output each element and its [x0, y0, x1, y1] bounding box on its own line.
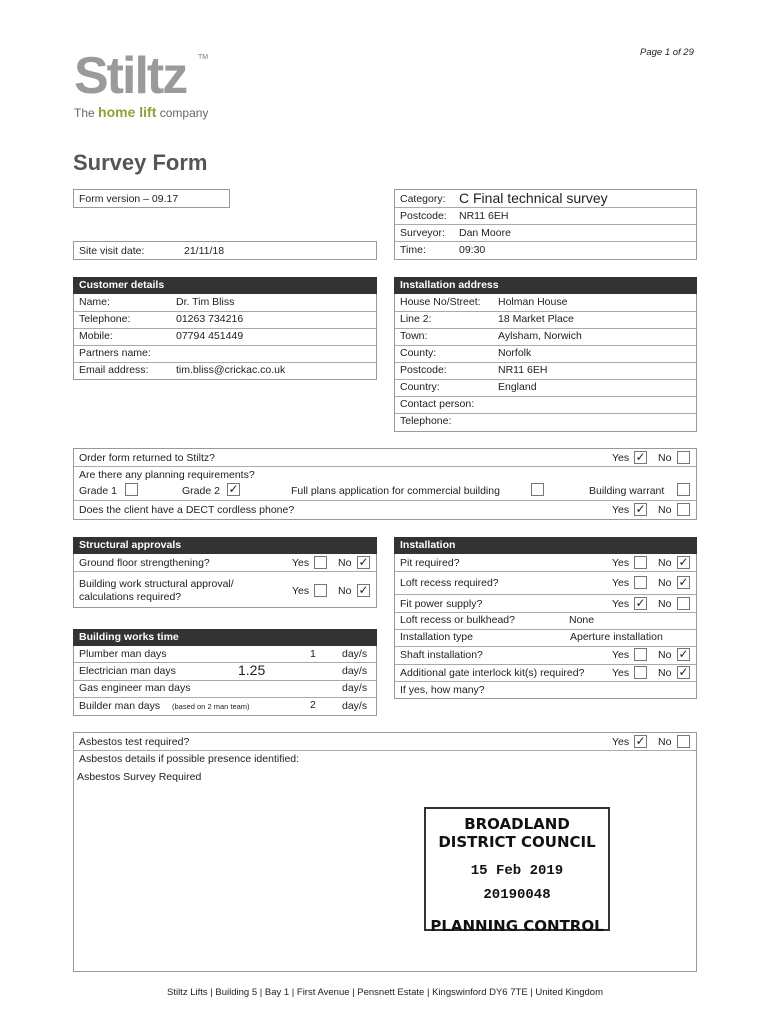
- shaft-question: Shaft installation?: [400, 649, 483, 661]
- grade1-checkbox[interactable]: [125, 483, 138, 496]
- time-label: Time:: [400, 244, 426, 256]
- order-returned-no-checkbox[interactable]: [677, 451, 690, 464]
- shaft-yes-label: Yes: [612, 649, 630, 661]
- loft-recess-yes-label: Yes: [612, 577, 630, 589]
- building-work-no-checkbox[interactable]: ✓: [358, 583, 369, 597]
- asbestos-no-checkbox[interactable]: [677, 735, 690, 748]
- site-visit-box: [73, 241, 377, 260]
- building-warrant-checkbox[interactable]: [677, 483, 690, 496]
- asbestos-yes-checkbox[interactable]: ✓: [635, 734, 646, 748]
- logo-the: The: [74, 106, 95, 120]
- stiltz-logo: [74, 47, 209, 120]
- installation-box: [394, 554, 697, 699]
- form-version-box: [73, 189, 230, 208]
- installation-header: Installation: [394, 537, 697, 554]
- planning-control-stamp: [424, 807, 610, 935]
- gate-kit-no-label: No: [658, 667, 672, 679]
- asbestos-no-label: No: [658, 736, 672, 748]
- logo-company: company: [159, 106, 209, 120]
- dect-question: Does the client have a DECT cordless phone?: [79, 504, 295, 516]
- stamp-line1: BROADLAND: [464, 815, 570, 833]
- address-county-label: County:: [400, 347, 437, 359]
- loft-recess-no-checkbox[interactable]: ✓: [678, 575, 689, 589]
- customer-email-value[interactable]: tim.bliss@crickac.co.uk: [176, 364, 286, 376]
- builder-days-note: (based on 2 man team): [172, 702, 250, 711]
- builder-days-label: Builder man days: [79, 700, 161, 712]
- address-line2-value[interactable]: 18 Market Place: [498, 313, 574, 325]
- gate-kit-yes-checkbox[interactable]: [634, 666, 647, 679]
- pit-no-checkbox[interactable]: ✓: [678, 555, 689, 569]
- dect-no-label: No: [658, 504, 672, 516]
- category-value[interactable]: C Final technical survey: [459, 190, 608, 206]
- building-works-time-box: [73, 646, 377, 716]
- address-telephone-label: Telephone:: [400, 415, 452, 427]
- customer-mobile-value[interactable]: 07794 451449: [176, 330, 244, 342]
- pit-no-label: No: [658, 557, 672, 569]
- postcode-value[interactable]: NR11 6EH: [459, 210, 509, 222]
- power-supply-no-label: No: [658, 598, 672, 610]
- address-county-value[interactable]: Norfolk: [498, 347, 532, 359]
- power-supply-question: Fit power supply?: [400, 598, 483, 610]
- asbestos-yes-label: Yes: [612, 736, 630, 748]
- loft-bulkhead-label: Loft recess or bulkhead?: [400, 614, 515, 626]
- plumber-days-unit: day/s: [342, 648, 368, 660]
- customer-name-value[interactable]: Dr. Tim Bliss: [176, 296, 235, 308]
- customer-mobile-label: Mobile:: [79, 330, 113, 342]
- stamp-line2: DISTRICT COUNCIL: [438, 833, 596, 851]
- building-work-question-line1: Building work structural approval/: [79, 578, 234, 590]
- category-label: Category:: [400, 193, 446, 205]
- order-returned-no-label: No: [658, 452, 672, 464]
- ground-floor-no-label: No: [338, 557, 352, 569]
- grade1-label: Grade 1: [79, 485, 117, 497]
- builder-days-unit: day/s: [342, 700, 368, 712]
- full-plans-label: Full plans application for commercial building: [291, 485, 500, 497]
- stamp-line5: PLANNING CONTROL: [430, 917, 604, 935]
- ground-floor-yes-checkbox[interactable]: [314, 556, 327, 569]
- installation-type-value[interactable]: Aperture installation: [570, 631, 663, 643]
- page-number: Page 1 of 29: [640, 47, 694, 58]
- customer-telephone-label: Telephone:: [79, 313, 131, 325]
- grade2-checkbox[interactable]: ✓: [228, 482, 239, 496]
- full-plans-checkbox[interactable]: [531, 483, 544, 496]
- order-returned-yes-label: Yes: [612, 452, 630, 464]
- order-returned-yes-checkbox[interactable]: ✓: [635, 450, 646, 464]
- loft-bulkhead-value[interactable]: None: [569, 614, 595, 626]
- postcode-label: Postcode:: [400, 210, 447, 222]
- installation-address-header: Installation address: [394, 277, 697, 294]
- electrician-days-label: Electrician man days: [79, 665, 176, 677]
- ground-floor-no-checkbox[interactable]: ✓: [358, 555, 369, 569]
- site-visit-label: Site visit date:: [79, 245, 145, 257]
- address-contact-label: Contact person:: [400, 398, 475, 410]
- loft-recess-yes-checkbox[interactable]: [634, 576, 647, 589]
- shaft-no-checkbox[interactable]: ✓: [678, 647, 689, 661]
- customer-email-label: Email address:: [79, 364, 149, 376]
- ground-floor-question: Ground floor strengthening?: [79, 557, 210, 569]
- installation-address-box: [394, 294, 697, 432]
- gate-kit-no-checkbox[interactable]: ✓: [678, 665, 689, 679]
- address-street-label: House No/Street:: [400, 296, 481, 308]
- structural-approvals-header: Structural approvals: [73, 537, 377, 554]
- customer-name-label: Name:: [79, 296, 110, 308]
- gate-kit-question: Additional gate interlock kit(s) required?: [400, 667, 585, 679]
- building-warrant-label: Building warrant: [589, 485, 665, 497]
- shaft-yes-checkbox[interactable]: [634, 648, 647, 661]
- pit-yes-checkbox[interactable]: [634, 556, 647, 569]
- building-works-time-header: Building works time: [73, 629, 377, 646]
- gas-engineer-days-unit: day/s: [342, 682, 368, 694]
- address-town-label: Town:: [400, 330, 428, 342]
- form-version: Form version – 09.17: [79, 193, 179, 205]
- electrician-days-unit: day/s: [342, 665, 368, 677]
- power-supply-yes-checkbox[interactable]: ✓: [635, 596, 646, 610]
- site-visit-value[interactable]: 21/11/18: [184, 245, 225, 257]
- asbestos-question: Asbestos test required?: [79, 736, 190, 748]
- loft-recess-question: Loft recess required?: [400, 577, 499, 589]
- electrician-days-value[interactable]: 1.25: [238, 662, 266, 678]
- customer-details-header: Customer details: [73, 277, 377, 294]
- builder-days-value[interactable]: 2: [310, 699, 316, 711]
- trademark: TM: [198, 54, 209, 61]
- gas-engineer-days-label: Gas engineer man days: [79, 682, 191, 694]
- surveyor-label: Surveyor:: [400, 227, 445, 239]
- order-planning-box: [73, 448, 697, 520]
- address-street-value[interactable]: Holman House: [498, 296, 568, 308]
- logo-home-lift: home lift: [98, 104, 157, 120]
- structural-approvals-box: [73, 554, 377, 608]
- stamp-ref: 20190048: [483, 887, 551, 903]
- address-country-label: Country:: [400, 381, 440, 393]
- address-line2-label: Line 2:: [400, 313, 432, 325]
- building-work-question-line2: calculations required?: [79, 591, 182, 603]
- building-work-yes-checkbox[interactable]: [314, 584, 327, 597]
- logo-wordmark: Stiltz: [74, 47, 187, 105]
- address-country-value[interactable]: England: [498, 381, 537, 393]
- how-many-label: If yes, how many?: [400, 684, 485, 696]
- dect-no-checkbox[interactable]: [677, 503, 690, 516]
- ground-floor-yes-label: Yes: [292, 557, 310, 569]
- plumber-days-value[interactable]: 1: [310, 648, 316, 660]
- power-supply-no-checkbox[interactable]: [677, 597, 690, 610]
- survey-meta-box: [394, 189, 697, 260]
- shaft-no-label: No: [658, 649, 672, 661]
- pit-question: Pit required?: [400, 557, 460, 569]
- plumber-days-label: Plumber man days: [79, 648, 167, 660]
- stamp-date: 15 Feb 2019: [470, 863, 564, 879]
- grade2-label: Grade 2: [182, 485, 220, 497]
- gate-kit-yes-label: Yes: [612, 667, 630, 679]
- customer-partners-label: Partners name:: [79, 347, 151, 359]
- pit-yes-label: Yes: [612, 557, 630, 569]
- asbestos-details-label: Asbestos details if possible presence identified:: [79, 753, 300, 765]
- dect-yes-label: Yes: [612, 504, 630, 516]
- building-work-no-label: No: [338, 585, 352, 597]
- address-postcode-label: Postcode:: [400, 364, 447, 376]
- customer-details-box: [73, 294, 377, 380]
- planning-question: Are there any planning requirements?: [79, 469, 255, 481]
- dect-yes-checkbox[interactable]: ✓: [635, 502, 646, 516]
- power-supply-yes-label: Yes: [612, 598, 630, 610]
- surveyor-value[interactable]: Dan Moore: [459, 227, 511, 239]
- order-returned-question: Order form returned to Stiltz?: [79, 452, 215, 464]
- customer-telephone-value[interactable]: 01263 734216: [176, 313, 244, 325]
- footer-address: Stiltz Lifts | Building 5 | Bay 1 | First Avenue | Pensnett Estate | Kingswinford DY6 7TE | United Kingdom: [166, 987, 603, 998]
- installation-type-label: Installation type: [400, 631, 473, 643]
- page-title: Survey Form: [73, 150, 208, 175]
- time-value[interactable]: 09:30: [459, 244, 486, 256]
- address-town-value[interactable]: Aylsham, Norwich: [498, 330, 582, 342]
- building-work-yes-label: Yes: [292, 585, 310, 597]
- asbestos-details-value[interactable]: Asbestos Survey Required: [77, 771, 202, 783]
- loft-recess-no-label: No: [658, 577, 672, 589]
- address-postcode-value[interactable]: NR11 6EH: [498, 364, 548, 376]
